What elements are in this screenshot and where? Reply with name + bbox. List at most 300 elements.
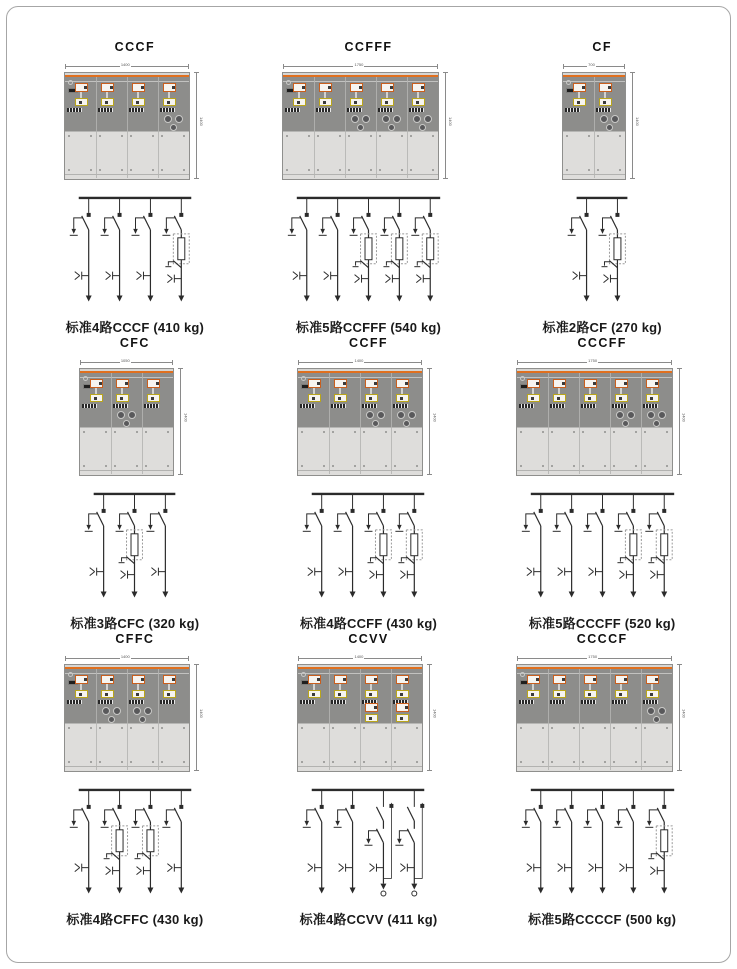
door-screw — [90, 169, 92, 171]
way-separator — [376, 77, 377, 178]
fuse-knob — [397, 411, 405, 419]
fuse-knob — [647, 411, 655, 419]
operating-mechanism-port — [334, 690, 347, 698]
switch-position-indicator — [319, 83, 332, 92]
switch-position-indicator — [75, 675, 88, 684]
indicator-mark-icon — [624, 678, 627, 681]
mechanism-mark-icon — [323, 101, 326, 104]
terminal-strip — [409, 108, 424, 112]
dimension-tick — [80, 360, 81, 365]
operating-mechanism-port — [553, 690, 566, 698]
mechanism-mark-icon — [136, 693, 139, 696]
way-separator — [127, 77, 128, 178]
door-screw — [644, 465, 646, 467]
way-separator — [96, 77, 97, 178]
cabinet-front-view — [79, 368, 174, 476]
indicator-mark-icon — [328, 86, 331, 89]
single-line-diagram — [63, 784, 207, 902]
door-screw — [339, 169, 341, 171]
door-screw — [130, 761, 132, 763]
fuse-knob — [133, 707, 141, 715]
operating-mechanism-port — [163, 98, 176, 106]
door-screw — [644, 431, 646, 433]
dimension-tick — [630, 72, 635, 73]
dimension-tick — [517, 360, 518, 365]
switch-position-indicator — [365, 675, 378, 684]
operating-mechanism-port — [527, 394, 540, 402]
height-dimension-line — [196, 72, 197, 178]
door-screw — [635, 465, 637, 467]
cabinet-wrap — [562, 62, 642, 182]
fuse-knob — [393, 115, 401, 123]
fuse-knob — [128, 411, 136, 419]
fuse-knob — [606, 124, 613, 131]
mechanism-mark-icon — [369, 693, 372, 696]
breaker-position-indicator — [396, 703, 409, 712]
door-screw — [370, 169, 372, 171]
mechanism-mark-icon — [167, 101, 170, 104]
door-screw — [99, 135, 101, 137]
config-cell-ccff — [296, 336, 440, 632]
fuse-knob — [419, 124, 426, 131]
way-separator — [360, 373, 361, 474]
busbar-cover-strip — [80, 371, 173, 373]
operating-mechanism-port — [412, 98, 425, 106]
door-screw — [99, 169, 101, 171]
dimension-tick — [671, 656, 672, 661]
door-screw — [582, 761, 584, 763]
indicator-mark-icon — [562, 382, 565, 385]
single-line-diagram — [78, 488, 191, 606]
operating-mechanism-port — [75, 690, 88, 698]
switch-position-indicator — [584, 379, 597, 388]
operating-mechanism-port — [293, 98, 306, 106]
mechanism-mark-icon — [312, 397, 315, 400]
indicator-mark-icon — [110, 678, 113, 681]
indicator-mark-icon — [110, 86, 113, 89]
door-screw — [613, 465, 615, 467]
mechanism-mark-icon — [577, 101, 580, 104]
door-screw — [130, 727, 132, 729]
breaker-mechanism-port — [396, 714, 409, 722]
way-separator — [579, 669, 580, 770]
terminal-strip — [144, 404, 159, 408]
single-line-diagram — [515, 784, 690, 902]
operating-mechanism-port — [101, 690, 114, 698]
terminal-strip — [393, 404, 408, 408]
config-caption: 标准3路CFC (320 kg) — [70, 616, 200, 631]
busbar-cover-strip — [283, 75, 438, 77]
single-line-diagram — [281, 192, 456, 310]
operating-mechanism-port — [646, 690, 659, 698]
way-separator — [142, 373, 143, 474]
way-separator — [111, 373, 112, 474]
indicator-mark-icon — [302, 86, 305, 89]
brand-logo-icon — [68, 672, 73, 677]
height-dimension-line — [679, 368, 680, 474]
cabinet-wrap — [297, 358, 439, 478]
door-screw — [666, 761, 668, 763]
width-dimension-label: 1400 — [120, 654, 130, 659]
indicator-mark-icon — [562, 678, 565, 681]
dimension-tick — [563, 64, 564, 69]
switch-position-indicator — [396, 379, 409, 388]
config-title: CF — [592, 40, 612, 54]
terminal-strip — [519, 404, 534, 408]
door-screw — [348, 169, 350, 171]
door-screw — [582, 465, 584, 467]
way-separator — [329, 669, 330, 770]
door-screw — [183, 135, 185, 137]
door-screw — [604, 431, 606, 433]
switch-position-indicator — [396, 675, 409, 684]
dimension-tick — [65, 656, 66, 661]
dimension-tick — [427, 368, 432, 369]
width-dimension-label: 700 — [588, 62, 595, 67]
brand-logo-icon — [566, 80, 571, 85]
door-screw — [348, 135, 350, 137]
terminal-strip — [160, 700, 175, 704]
door-screw — [317, 135, 319, 137]
width-dimension-label: 1750 — [588, 358, 598, 363]
brand-logo-icon — [68, 80, 73, 85]
switch-position-indicator — [365, 379, 378, 388]
dimension-tick — [188, 656, 189, 661]
config-cell-cccf — [63, 40, 207, 336]
cabinet-seam-line — [80, 377, 173, 378]
door-screw — [130, 135, 132, 137]
mechanism-mark-icon — [619, 397, 622, 400]
cabinet-seam-line — [283, 81, 438, 82]
terminal-strip — [113, 404, 128, 408]
indicator-mark-icon — [536, 382, 539, 385]
fuse-knob — [144, 707, 152, 715]
dimension-tick — [677, 368, 682, 369]
fuse-knob — [170, 124, 177, 131]
switch-position-indicator — [573, 83, 586, 92]
switch-position-indicator — [615, 675, 628, 684]
width-dimension-label: 1750 — [354, 62, 364, 67]
operating-mechanism-port — [553, 394, 566, 402]
cabinet-front-view — [282, 72, 439, 180]
mechanism-mark-icon — [79, 101, 82, 104]
config-cell-cffc — [63, 632, 207, 928]
height-dimension-line — [632, 72, 633, 178]
cabinet-front-view — [64, 72, 190, 180]
door-screw — [604, 761, 606, 763]
mechanism-mark-icon — [400, 693, 403, 696]
operating-mechanism-port — [396, 690, 409, 698]
terminal-strip — [581, 404, 596, 408]
fuse-knob — [382, 115, 390, 123]
dimension-tick — [298, 360, 299, 365]
fuse-knob — [102, 707, 110, 715]
door-screw — [152, 169, 154, 171]
fuse-knob — [175, 115, 183, 123]
config-title: CCCFF — [577, 336, 627, 350]
cabinet-base-line — [80, 470, 173, 471]
switch-position-indicator — [90, 379, 103, 388]
door-screw — [370, 135, 372, 137]
terminal-strip — [285, 108, 300, 112]
switch-position-indicator — [553, 379, 566, 388]
single-line-diagram — [561, 192, 643, 310]
operating-mechanism-port — [584, 690, 597, 698]
fuse-knob — [600, 115, 608, 123]
height-dimension-label: 1400 — [447, 117, 453, 126]
indicator-mark-icon — [593, 678, 596, 681]
config-cell-cfc — [70, 336, 199, 632]
way-separator — [579, 373, 580, 474]
mechanism-mark-icon — [94, 397, 97, 400]
terminal-strip — [300, 700, 315, 704]
door-screw — [573, 761, 575, 763]
door-screw — [317, 169, 319, 171]
door-screw — [582, 727, 584, 729]
switch-position-indicator — [147, 379, 160, 388]
dimension-tick — [427, 474, 432, 475]
dimension-tick — [194, 178, 199, 179]
door-screw — [161, 135, 163, 137]
switch-position-indicator — [412, 83, 425, 92]
door-screw — [121, 727, 123, 729]
dimension-tick — [671, 360, 672, 365]
operating-mechanism-port — [319, 98, 332, 106]
door-screw — [90, 761, 92, 763]
switch-position-indicator — [381, 83, 394, 92]
way-separator — [127, 669, 128, 770]
height-dimension-label: 1400 — [183, 413, 189, 422]
height-dimension-label: 1400 — [432, 709, 438, 718]
door-screw — [401, 169, 403, 171]
door-screw — [635, 431, 637, 433]
dimension-tick — [437, 64, 438, 69]
terminal-strip — [643, 404, 658, 408]
terminal-strip — [519, 700, 534, 704]
door-screw — [551, 727, 553, 729]
mechanism-mark-icon — [588, 397, 591, 400]
dimension-tick — [172, 360, 173, 365]
dimension-tick — [421, 360, 422, 365]
fuse-knob — [362, 115, 370, 123]
mechanism-mark-icon — [619, 693, 622, 696]
way-separator — [610, 373, 611, 474]
operating-mechanism-port — [599, 98, 612, 106]
indicator-mark-icon — [343, 382, 346, 385]
door-screw — [542, 761, 544, 763]
dimension-tick — [517, 656, 518, 661]
door-screw — [551, 431, 553, 433]
width-dimension-label: 1400 — [120, 62, 130, 67]
dimension-tick — [677, 664, 682, 665]
way-separator — [641, 669, 642, 770]
dimension-tick — [178, 368, 183, 369]
height-dimension-line — [445, 72, 446, 178]
door-screw — [666, 727, 668, 729]
switch-position-indicator — [308, 379, 321, 388]
width-dimension-label: 1400 — [354, 654, 364, 659]
way-separator — [314, 77, 315, 178]
indicator-mark-icon — [317, 382, 320, 385]
busbar-cover-strip — [517, 371, 672, 373]
terminal-strip — [160, 108, 175, 112]
way-separator — [610, 669, 611, 770]
door-screw — [339, 135, 341, 137]
single-line-diagram — [515, 488, 690, 606]
way-separator — [391, 669, 392, 770]
indicator-mark-icon — [359, 86, 362, 89]
mechanism-mark-icon — [354, 101, 357, 104]
height-dimension-line — [429, 664, 430, 770]
door-screw — [286, 135, 288, 137]
config-cell-ccvv — [296, 632, 440, 928]
fuse-knob — [372, 420, 379, 427]
door-screw — [90, 727, 92, 729]
fuse-knob — [366, 411, 374, 419]
terminal-strip — [98, 108, 113, 112]
indicator-mark-icon — [84, 86, 87, 89]
cabinet-front-view — [297, 368, 423, 476]
door-screw — [613, 761, 615, 763]
terminal-strip — [67, 700, 82, 704]
switch-position-indicator — [101, 675, 114, 684]
operating-mechanism-port — [381, 98, 394, 106]
door-screw — [152, 727, 154, 729]
cabinet-wrap — [282, 62, 455, 182]
config-title: CCCF — [114, 40, 155, 54]
terminal-strip — [316, 108, 331, 112]
indicator-mark-icon — [125, 382, 128, 385]
door-screw — [613, 727, 615, 729]
door-screw — [99, 727, 101, 729]
door-screw — [68, 727, 70, 729]
mechanism-mark-icon — [650, 397, 653, 400]
door-screw — [582, 431, 584, 433]
terminal-strip — [362, 404, 377, 408]
height-dimension-label: 1400 — [635, 117, 641, 126]
mechanism-mark-icon — [312, 693, 315, 696]
height-dimension-label: 1400 — [681, 709, 687, 718]
terminal-strip — [98, 700, 113, 704]
door-screw — [551, 465, 553, 467]
door-screw — [432, 135, 434, 137]
way-separator — [360, 669, 361, 770]
dimension-tick — [427, 664, 432, 665]
operating-mechanism-port — [132, 98, 145, 106]
terminal-strip — [331, 700, 346, 704]
door-screw — [644, 761, 646, 763]
switch-position-indicator — [646, 379, 659, 388]
mechanism-mark-icon — [338, 693, 341, 696]
switch-position-indicator — [132, 675, 145, 684]
single-line-diagram — [296, 488, 440, 606]
fuse-knob — [117, 411, 125, 419]
breaker-mechanism-port — [365, 714, 378, 722]
busbar-cover-strip — [517, 667, 672, 669]
door-screw — [573, 431, 575, 433]
door-screw — [520, 431, 522, 433]
switch-position-indicator — [350, 83, 363, 92]
terminal-strip — [129, 700, 144, 704]
indicator-mark-icon — [624, 382, 627, 385]
config-cell-cccff — [515, 336, 690, 632]
dimension-tick — [421, 656, 422, 661]
door-screw — [161, 761, 163, 763]
terminal-strip — [550, 404, 565, 408]
fuse-knob — [611, 115, 619, 123]
door-screw — [520, 727, 522, 729]
mechanism-mark-icon — [400, 397, 403, 400]
cabinet-wrap — [516, 654, 689, 774]
mechanism-mark-icon — [400, 717, 403, 720]
height-dimension-label: 1400 — [198, 117, 204, 126]
switch-position-indicator — [615, 379, 628, 388]
indicator-mark-icon — [317, 678, 320, 681]
operating-mechanism-port — [163, 690, 176, 698]
door-screw — [410, 135, 412, 137]
cabinet-front-view — [516, 368, 673, 476]
dimension-tick — [194, 770, 199, 771]
switch-position-indicator — [553, 675, 566, 684]
door-screw — [401, 135, 403, 137]
fuse-knob — [424, 115, 432, 123]
door-screw — [635, 727, 637, 729]
terminal-strip — [67, 108, 82, 112]
operating-mechanism-port — [615, 394, 628, 402]
door-screw — [161, 169, 163, 171]
mechanism-mark-icon — [557, 693, 560, 696]
operating-mechanism-port — [365, 394, 378, 402]
mechanism-mark-icon — [167, 693, 170, 696]
indicator-mark-icon — [172, 86, 175, 89]
mechanism-mark-icon — [120, 397, 123, 400]
mechanism-mark-icon — [105, 693, 108, 696]
height-dimension-line — [180, 368, 181, 474]
indicator-mark-icon — [655, 382, 658, 385]
door-screw — [573, 465, 575, 467]
cable-compartment-doors — [80, 427, 173, 475]
indicator-mark-icon — [141, 86, 144, 89]
height-dimension-line — [429, 368, 430, 474]
door-screw — [542, 727, 544, 729]
height-dimension-label: 1400 — [681, 413, 687, 422]
way-separator — [407, 77, 408, 178]
cabinet-front-view — [297, 664, 423, 772]
brand-logo-icon — [301, 376, 306, 381]
terminal-strip — [612, 700, 627, 704]
door-screw — [99, 761, 101, 763]
door-screw — [183, 761, 185, 763]
mechanism-mark-icon — [588, 693, 591, 696]
mechanism-mark-icon — [603, 101, 606, 104]
dimension-tick — [178, 474, 183, 475]
operating-mechanism-port — [396, 394, 409, 402]
indicator-mark-icon — [141, 678, 144, 681]
terminal-strip — [581, 700, 596, 704]
cabinet-seam-line — [517, 673, 672, 674]
terminal-strip — [378, 108, 393, 112]
door-screw — [635, 761, 637, 763]
config-caption: 标准4路CCVV (411 kg) — [299, 912, 438, 927]
switch-position-indicator — [75, 83, 88, 92]
cabinet-wrap — [64, 654, 206, 774]
way-separator — [96, 669, 97, 770]
fuse-knob — [377, 411, 385, 419]
config-title: CCCCF — [576, 632, 628, 646]
cabinet-front-view — [64, 664, 190, 772]
operating-mechanism-port — [584, 394, 597, 402]
door-screw — [432, 169, 434, 171]
